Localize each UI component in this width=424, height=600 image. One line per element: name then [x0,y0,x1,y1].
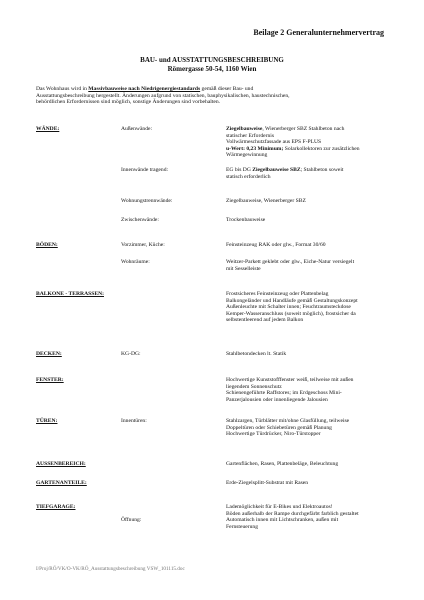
text-line: statischer Erfordernis [226,132,274,139]
value-tiefgarage [226,504,416,530]
text-line: Panzerjalousien oder innenliegende Jalousien [226,396,328,403]
text-line: Kemper-Wasseranschluss (soweit möglich), frostsicher da [226,310,356,317]
section-heading-gartenanteile: GARTENANTEILE: [36,480,87,486]
value-zwischenwaende: Trockenbauweise [226,217,266,223]
text: , Wienerberger SBZ Stahlbeton nach [262,126,345,132]
section-heading-tueren: TÜREN: [36,418,58,424]
text-line: Fernsteuerung [226,523,259,530]
value-wohnungstrennwaende: Ziegelbauweise, Wienerberger SBZ [226,198,306,204]
text: ; Stahlbeton soweit [300,167,344,173]
annex-title: Beilage 2 Generalunternehmervertrag [253,28,384,37]
emphasis: Ziegelbauweise [226,126,263,132]
section-heading-balkone: BALKONE - TERRASSEN: [36,291,104,297]
section-heading-boeden: BÖDEN: [36,242,58,248]
value-tueren [226,418,416,438]
text-line: Lademöglichkeit für E-Bikes und Elektroautos! [226,504,333,510]
emphasis: u-Wert: 0,23 Minimum; [226,145,284,152]
text-line: Schienengeführte Raffstores; im Erdgeschoss Mini- [226,390,342,397]
section-heading-decken: DECKEN: [36,351,62,357]
intro-text: Das Wohnhaus wird in [36,86,89,92]
text-line: Böden außerhalb der Rampe durchgefärbt farblich gestaltet [226,510,359,517]
intro-line: behördlichen Erfordernissen sind möglich, sonstige Änderungen sind vorbehalten. [36,99,221,106]
value-aussenbereich: Gartenflächen, Rasen, Plattenbeläge, Beleuchtung [226,461,339,467]
label-aussenwaende: Außenwände: [121,126,153,132]
section-heading-waende: WÄNDE: [36,126,60,132]
text: Solarkollektoren zur zusätzlichen [283,145,360,152]
text-line: Stahlzargen, Türblätter mit/ohne Glasfüllung, teilweise [226,418,350,424]
footer-file-path: I/Proj/RÖ/VK/O-VK/RÖ_Ausstattungsbeschreibung VSW_101115.doc [36,566,185,572]
value-balkone [226,291,416,324]
value-wohnraeume [226,259,416,272]
value-gartenanteile: Erde-Ziegelsplitt-Substrat mit Rasen [226,480,309,486]
label-wohnungstrennwaende: Wohnungstrennwände: [121,198,173,204]
document-address: Römergasse 50-54, 1160 Wien [167,65,257,73]
text-line: Frostsicheres Feinsteinzeug oder Plattenbelag [226,291,329,297]
label-innenwaende: Innenwände tragend: [121,167,169,173]
label-innentueren: Innentüren: [121,418,147,424]
text-line: Außenleuchte mit Schalter innen; Feuchtraumsteckdose [226,304,351,311]
document-title: BAU- und AUSSTATTUNGSBESCHREIBUNG [140,56,284,64]
intro-text: gemäß dieser Bau- und [200,86,254,92]
value-innenwaende [226,167,416,180]
intro-emphasis: Massivbauweise nach Niedrigenergiestandards [88,86,201,92]
section-heading-fenster: FENSTER: [36,377,64,383]
label-vorzimmer: Vorzimmer, Küche: [121,242,165,248]
text-line: Vollwärmeschutzfassade aus EPS F-PLUS [226,139,322,146]
emphasis: Ziegelbauweise SBZ [252,167,301,173]
text-line: Automatisch innen mit Lichtschranken, außen mit [226,517,339,524]
text-line: mit Sesselleiste [226,265,261,272]
section-heading-tiefgarage: TIEFGARAGE: [36,504,76,510]
value-fenster [226,377,416,403]
text-line: statisch erforderlich [226,173,271,180]
text-line: Wärmegewinnung [226,152,268,159]
text-line: Doppeltüren oder Schiebetüren gemäß Planung [226,424,332,431]
value-decken: Stahlbetondecken lt. Statik [226,351,287,357]
label-kg-dg: KG-DG: [121,351,141,357]
text-line: Balkongeländer und Handläufe gemäß Gestaltungskonzept [226,297,358,304]
value-aussenwaende [226,126,416,159]
label-zwischenwaende: Zwischenwände: [121,217,159,223]
section-heading-aussenbereich: AUSSENBEREICH: [36,461,86,467]
intro-line: Ausstattungsbeschreibung hergestellt. Änderungen aufgrund von statischen, bauphysikalischen, haustechnischen, [36,92,290,99]
text-line: Weitzer-Parkett geklebt oder glw., Eiche-Natur versiegelt [226,259,355,265]
label-wohnraeume: Wohnräume: [121,259,150,265]
text-line: liegendem Sonnenschutz [226,383,282,390]
label-oeffnung: Öffnung: [121,517,142,523]
text-line: Hochwertige Kunststofffenster weiß, teilweise mit außen [226,377,354,383]
intro-paragraph [36,86,391,106]
text-line: selbstentleerend auf jedem Balkon [226,317,304,324]
text-line: Hochwertige Türdrücker, Niro-Türstopper [226,431,321,438]
text: EG bis DG [226,167,253,173]
value-vorzimmer: Feinsteinzeug RAK oder glw., Format 30/60 [226,242,326,248]
